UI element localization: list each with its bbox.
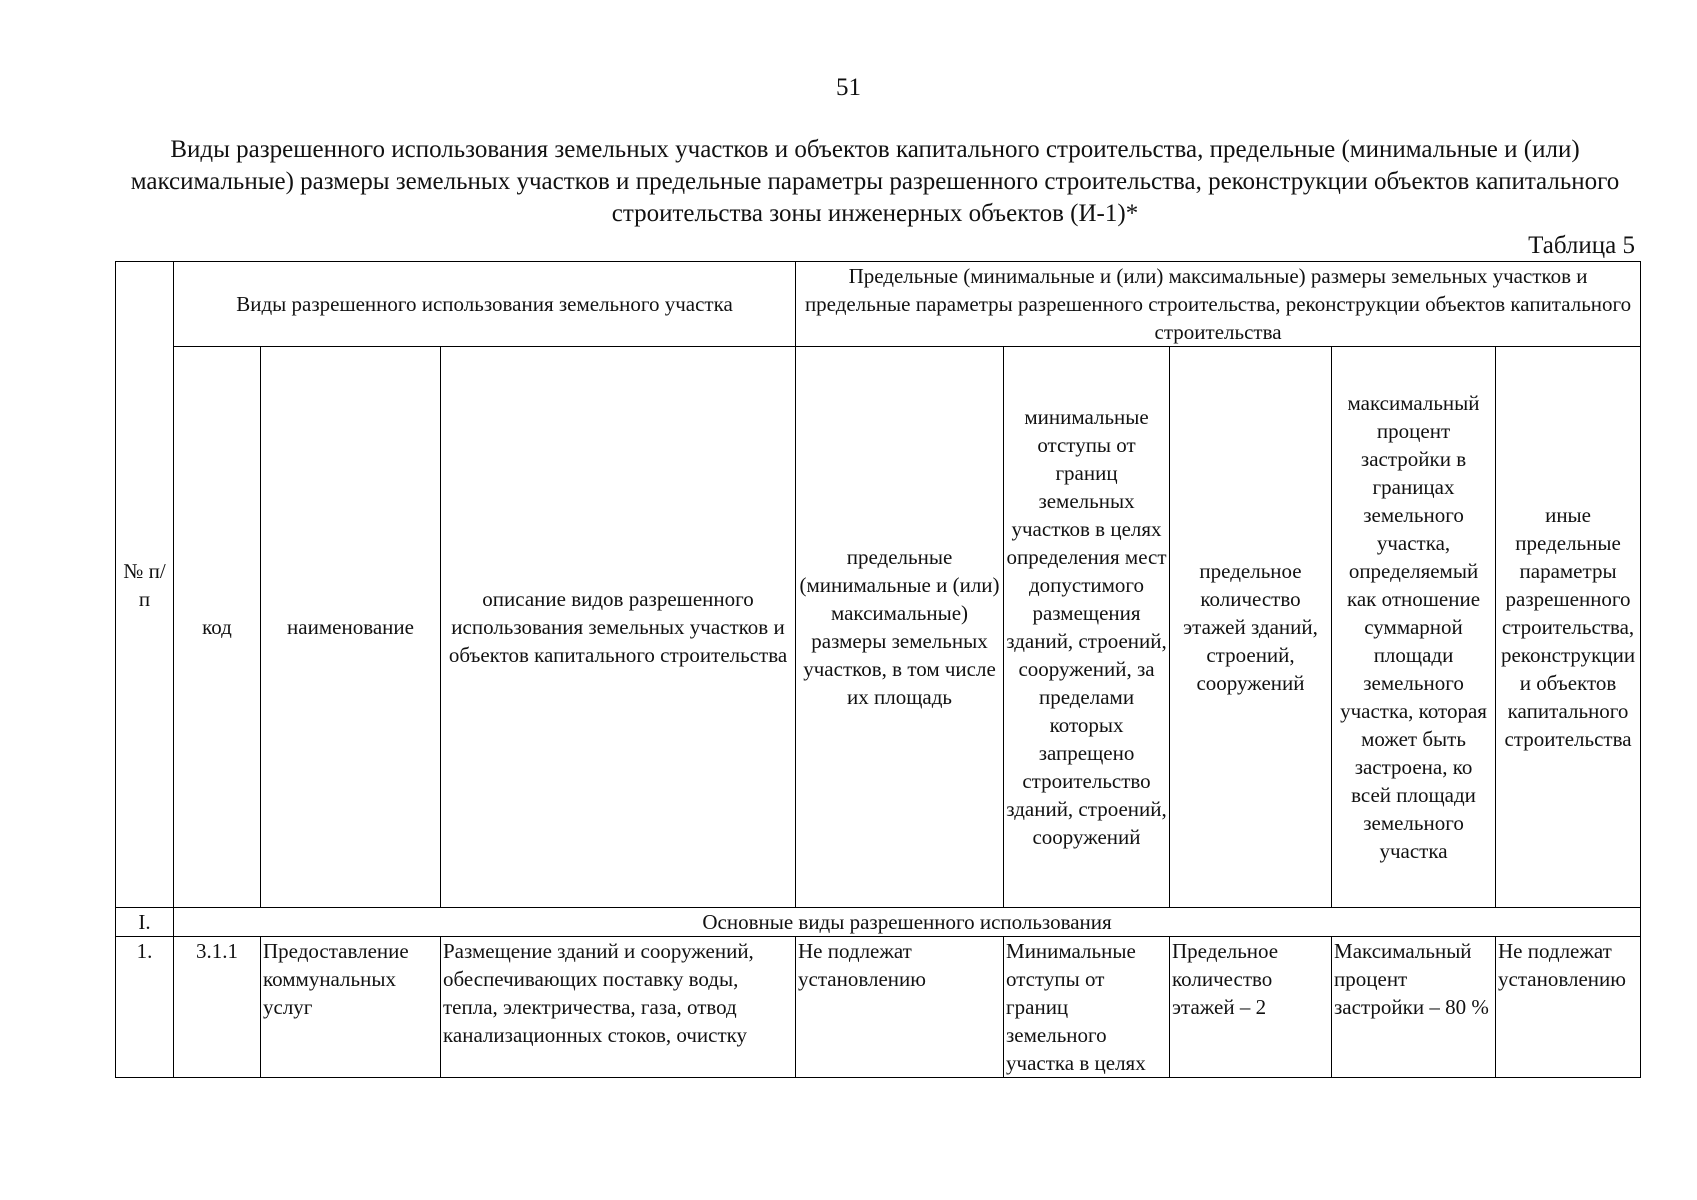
header-description: описание видов разрешенного использования земельных участков и объектов капитального строительства	[441, 347, 796, 908]
header-num: № п/п	[116, 262, 174, 908]
page-number: 51	[836, 74, 861, 101]
section-num: I.	[116, 908, 174, 937]
row-floors: Предельное количество этажей – 2	[1170, 937, 1332, 1078]
table-row	[116, 937, 1641, 1078]
header-coverage: максимальный процент застройки в границах земельного участка, определяемый как отношение суммарной площади земельного участка, которая может быть застроена, ко всей площади земельного участка	[1332, 347, 1496, 908]
row-coverage: Максимальный процент застройки – 80 %	[1332, 937, 1496, 1078]
row-name: Предоставление коммунальных услуг	[261, 937, 441, 1078]
section-label: Основные виды разрешенного использования	[174, 908, 1641, 937]
header-row-group	[116, 262, 1641, 347]
document-title: Виды разрешенного использования земельных участков и объектов капитального строительства, предельные (минимальные и (или) максимальные) размеры земельных участков и предельные параметры разрешенного строительства, реконструкции объектов капитального строительства зоны инженерных объектов (И-1)*	[130, 136, 1620, 227]
row-num: 1.	[116, 937, 174, 1078]
row-setbacks: Минимальные отступы от границ земельного участка в целях	[1004, 937, 1170, 1078]
row-other: Не подлежат установлению	[1496, 937, 1641, 1078]
header-setbacks: минимальные отступы от границ земельных участков в целях определения мест допустимого размещения зданий, строений, сооружений, за пределами которых запрещено строительство зданий, строений, сооружений	[1004, 347, 1170, 908]
table-caption: Таблица 5	[1528, 232, 1635, 259]
header-code: код	[174, 347, 261, 908]
row-area: Не подлежат установлению	[796, 937, 1004, 1078]
row-description: Размещение зданий и сооружений, обеспечивающих поставку воды, тепла, электричества, газа, отвод канализационных стоков, очистку	[441, 937, 796, 1078]
section-row	[116, 908, 1641, 937]
header-name: наименование	[261, 347, 441, 908]
header-area: предельные (минимальные и (или) максимальные) размеры земельных участков, в том числе их площадь	[796, 347, 1004, 908]
header-row-columns	[116, 347, 1641, 908]
header-group-types: Виды разрешенного использования земельного участка	[174, 262, 796, 347]
header-floors: предельное количество этажей зданий, строений, сооружений	[1170, 347, 1332, 908]
zoning-parameters-table	[115, 261, 1641, 1078]
row-code: 3.1.1	[174, 937, 261, 1078]
header-group-params: Предельные (минимальные и (или) максимальные) размеры земельных участков и предельные параметры разрешенного строительства, реконструкции объектов капитального строительства	[796, 262, 1641, 347]
header-other: иные предельные параметры разрешенного строительства, реконструкции и объектов капитального строительства	[1496, 347, 1641, 908]
